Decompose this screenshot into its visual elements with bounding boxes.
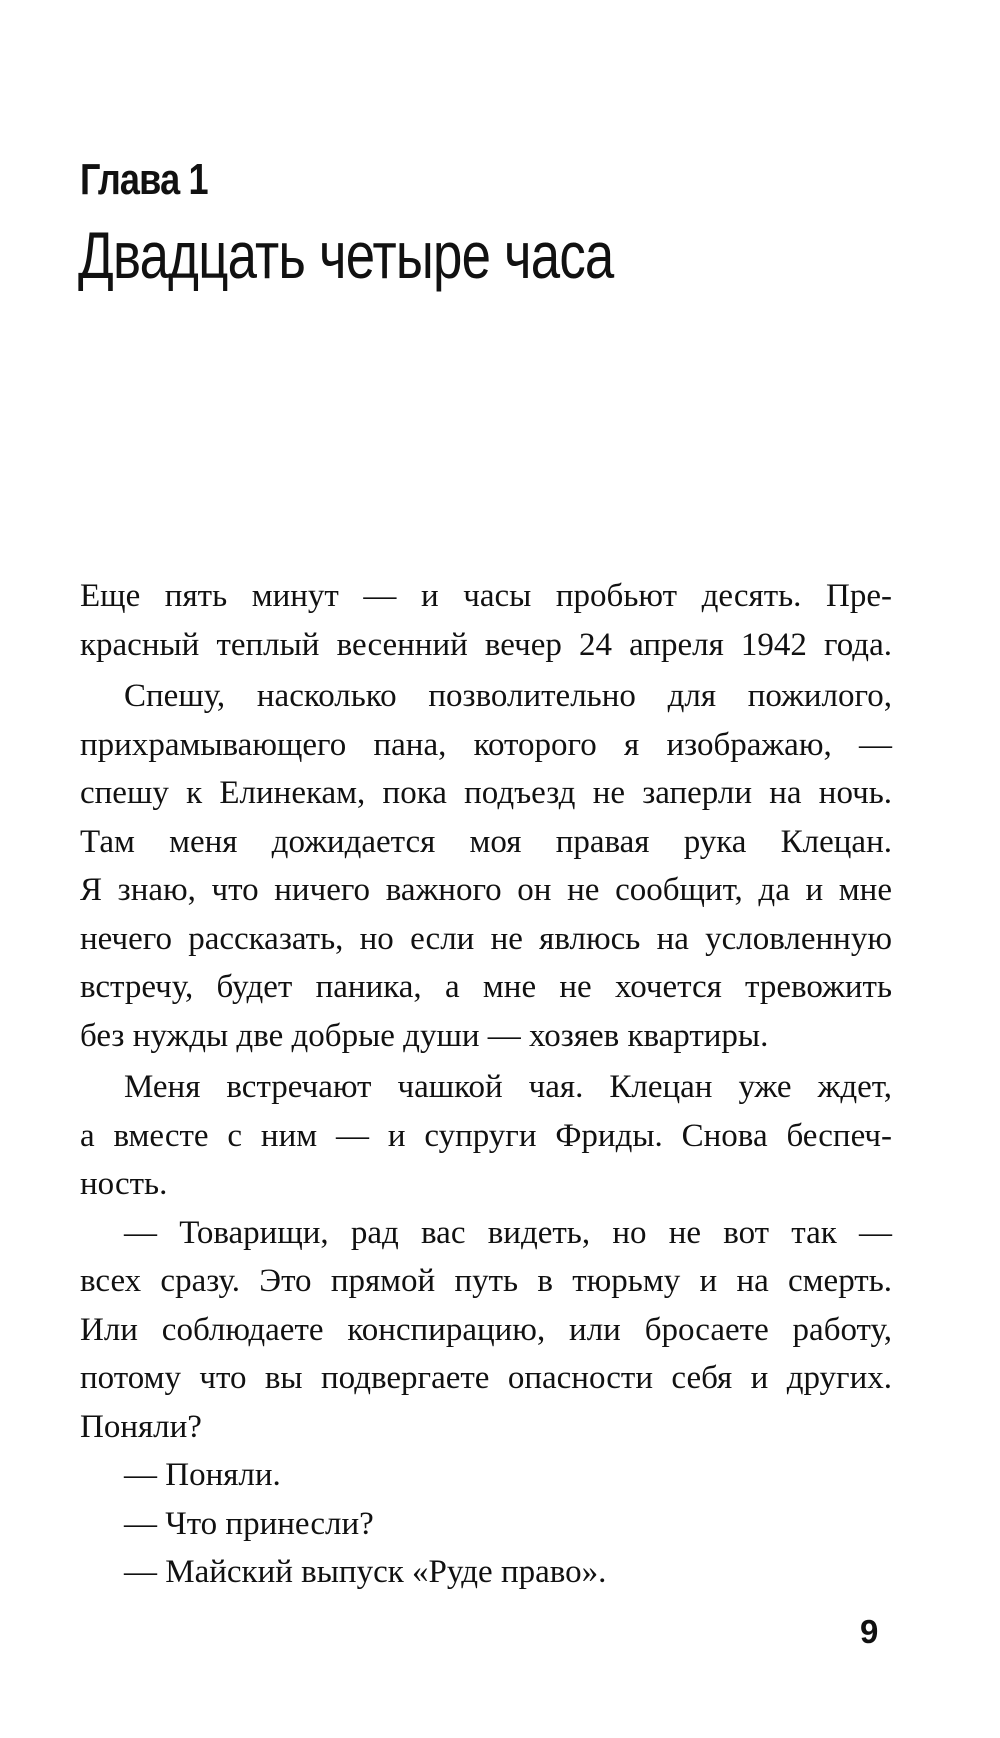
text-line: — Товарищи, рад вас видеть, но не вот так — [124,1214,892,1251]
text-line: — Поняли. [124,1457,281,1493]
page-number: 9 [860,1613,879,1650]
text-line: — Майский выпуск «Руде право». [124,1554,607,1590]
text-line: нечего рассказать, но если не явлюсь на условленную [80,920,892,957]
text-line: встречу, будет паника, а мне не хочется тревожить [80,969,892,1005]
chapter-label: Глава 1 [80,155,208,204]
text-line: Или соблюдаете конспирацию, или бросаете работу, [80,1311,892,1348]
text-line: — Что принесли? [124,1505,374,1542]
text-line: Там меня дожидается моя правая рука Клецан. [80,823,892,860]
text-line: Спешу, насколько позволительно для пожилого, [124,678,892,714]
text-line: спешу к Елинекам, пока подъезд не заперли на ночь. [80,775,892,811]
chapter-title: Двадцать четыре часа [78,218,614,292]
text-line: красный теплый весенний вечер 24 апреля 1942 года. [80,626,892,663]
text-line: Меня встречают чашкой чая. Клецан уже ждет, [124,1069,892,1105]
text-line: без нужды две добрые души — хозяев квартиры. [80,1017,769,1054]
text-line: прихрамывающего пана, которого я изображаю, — [80,726,892,763]
text-line: Я знаю, что ничего важного он не сообщит, да и мне [80,872,892,908]
text-line: Еще пять минут — и часы пробьют десять. Пре- [80,578,892,614]
text-line: потому что вы подвергаете опасности себя и других. [80,1360,892,1396]
text-line: а вместе с ним — и супруги Фриды. Снова беспеч- [80,1117,892,1154]
text-line: Поняли? [80,1408,202,1445]
text-line: всех сразу. Это прямой путь в тюрьму и на смерть. [80,1263,892,1299]
text-line: ность. [80,1166,168,1202]
body-text [80,572,892,1597]
